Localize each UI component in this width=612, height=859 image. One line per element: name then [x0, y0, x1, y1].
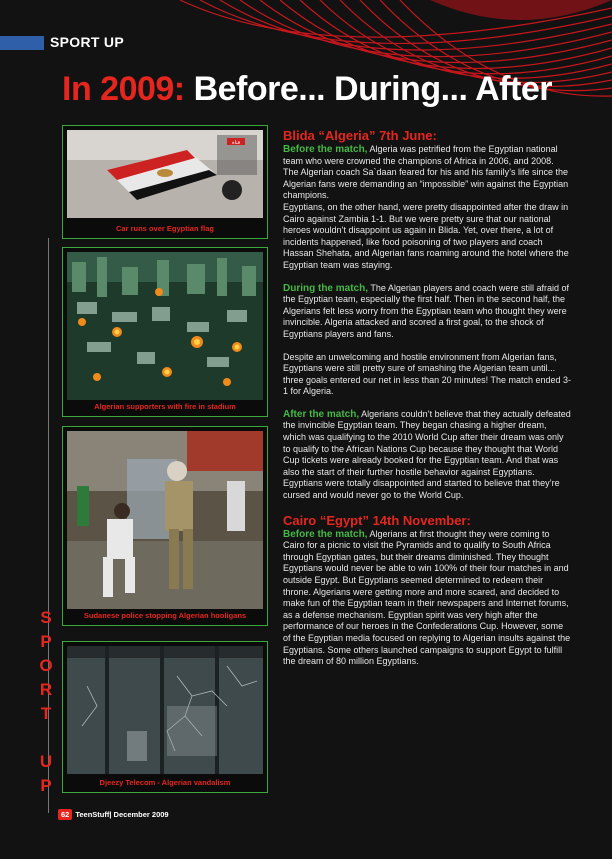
section-tag: SPORT UP	[50, 34, 124, 50]
page-number: 62	[58, 809, 72, 820]
stadium-fire-image	[67, 252, 263, 400]
police-image	[67, 431, 263, 609]
paragraph: After the match, Algerians couldn’t believe that they actually defeated the invincible Egyptian team. They began chasing a higher dream, which was qualifying to the 2010 World Cup after their dream was only to qualify to the African Nations Cup because they thought that World Cup tickets were already booked for the Egyptian team. And that was also the start of their further hostile behavior against Egyptians. Egyptians were totally disappointed and started to believe that they’re cursed and would never go to the World Cup.	[283, 408, 571, 501]
paragraph: Egyptians, on the other hand, were pretty disappointed after the draw in Cairo against Zambia 1-1. But we were pretty sure that our national heroes wouldn’t disappoint us again in Blida. Yet, over there, a lot of incidents happened, like food poisoning of two players and coach Hassan Shehata, and Algerian fans roaming around the hotel where the Egyptian team was staying.	[283, 201, 569, 270]
photo-vandalism	[62, 641, 268, 793]
photo-caption: Car runs over Egyptian flag	[116, 224, 214, 233]
section-heading-blida: Blida “Algeria” 7th June:	[283, 128, 437, 143]
title-rest: Before... During... After	[193, 70, 552, 108]
paragraph: During the match, The Algerian players and coach were still afraid of the Egyptian team, especially the first half. Then in the second half, the Algerians felt less worry from the Egyptian team who thought they were invincible. Algeria attacked and scored a first goal, to the shock of Egyptians players and fans.	[283, 282, 569, 339]
vandalism-image	[67, 646, 263, 774]
title-year: In 2009:	[62, 70, 185, 108]
photo-stadium-fire	[62, 247, 268, 417]
page-title	[62, 68, 552, 110]
photo-caption: Algerian supporters with fire in stadium	[94, 402, 236, 411]
photo-caption: Sudanese police stopping Algerian hooligans	[83, 611, 247, 620]
car-flag-image	[67, 130, 263, 218]
paragraph: Before the match, Algeria was petrified from the Egyptian national team who were crowned the champions of Africa in 2006, and 2008. The Algerian coach Sa`daan feared for his and his family’s life since the Algerian fans were demanding an “impossible” win against the Egyptian champions.	[283, 144, 569, 201]
section-heading-cairo: Cairo “Egypt” 14th November:	[283, 512, 471, 528]
tv-channel-badge: قناة	[231, 140, 241, 146]
page-footer	[58, 809, 169, 820]
paragraph: Despite an unwelcoming and hostile environment from Algerian fans, Egyptians were still pretty sure of smashing the Algerian team until... three goals entered our net in less than 20 minutes! The match ended 3-1 for Algeria.	[283, 351, 572, 397]
photo-caption: Djeezy Telecom - Algerian vandalism	[99, 778, 231, 787]
paragraph: Before the match, Algerians at first thought they were coming to Cairo for a picnic to visit the Pyramids and to qualify to South Africa through Egyptian gates, but their dreams diminished. They thought Egyptians would never be able to win 100% of their four matches in and outside Egypt. But Egyptians seemed determined to redeem their throne. Algerians were getting more and more scared, and decided to make fun of the Egyptian team in their newspapers and Internet forums, as a defense mechanism. Egyptian spirit was very high after the performance of our heroes in the Confederations Cup. However, some of the Egyptian media focused on replying to Algerian insults against the Egyptians. Some others launched campaigns to support Egypt to fulfill the dream of 80 million Egyptians.	[283, 528, 571, 667]
section-tag-bar	[0, 36, 44, 50]
photo-police	[62, 426, 268, 626]
magazine-name: TeenStuff	[75, 810, 110, 819]
issue-date: | December 2009	[109, 810, 169, 819]
photo-car-flag	[62, 125, 268, 239]
article-body	[283, 128, 571, 668]
sidebar-vertical-label: S P O R T U P	[39, 608, 53, 795]
